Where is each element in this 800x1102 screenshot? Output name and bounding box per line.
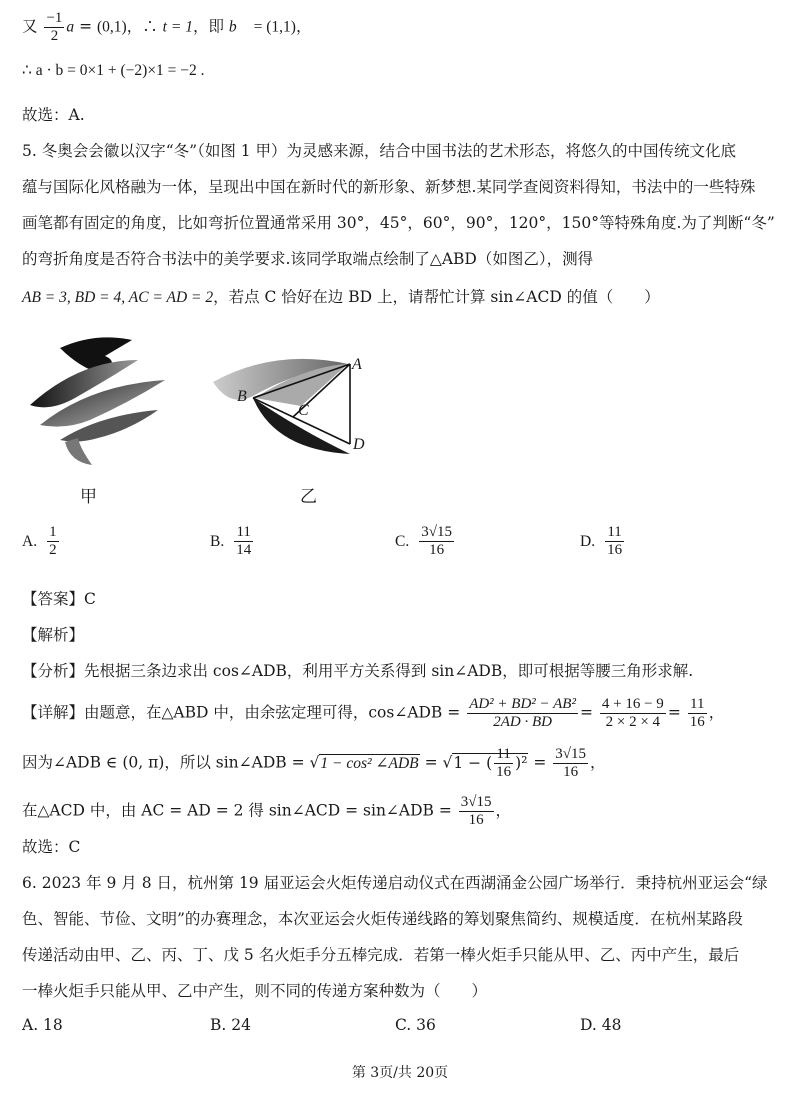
q5-text-1: 冬奥会会徽以汉字“冬”（如图 1 甲）为灵感来源，结合中国书法的艺术形态，将悠久的中国传统文化底 bbox=[41, 142, 737, 160]
q5-number: 5. bbox=[22, 142, 37, 160]
ie-text: ，即 bbox=[192, 17, 224, 36]
q6-option-d[interactable]: D. 48 bbox=[580, 1016, 622, 1034]
half-fraction: $\frac{-1}{2}$ bbox=[46, 10, 63, 44]
point-a-label: A bbox=[352, 356, 362, 373]
option-label: D. bbox=[580, 532, 596, 550]
q5-option-b[interactable] bbox=[210, 524, 255, 559]
option-fraction bbox=[47, 524, 59, 559]
q5-detail: 【详解】由题意，在△ABD 中，由余弦定理可得，cos∠ADB = $\frac{\text{AD² + BD² − AB²}}{2AD \cdot BD}$ = $\frac{4 + 16 - 9}{2 \times 2 \times 4}$ = $\frac{11}{16}$ ， bbox=[22, 696, 725, 730]
frac-den: 16 bbox=[563, 764, 579, 780]
q5-analysis-title: 【解析】 bbox=[22, 626, 85, 644]
option-label: C. bbox=[395, 532, 410, 550]
sqrt-pre: 1 − ( bbox=[453, 753, 493, 772]
sqrt-expression: 1 − cos² ∠ADB bbox=[320, 754, 419, 772]
q6-line-2: 色、智能、节俭、文明”的办赛理念，本次亚运会火炬传递线路的筹划聚焦简约、规模适度．在杭州某路段 bbox=[22, 910, 743, 928]
q6-line-4: 一棒火炬手只能从甲、乙中产生，则不同的传递方案种数为（ ） bbox=[22, 982, 488, 1000]
option-numerator: 1 bbox=[49, 524, 57, 540]
cosine-numeric-fraction bbox=[600, 696, 666, 731]
option-numerator: 3√15 bbox=[421, 524, 452, 540]
frac-den: 2 × 2 × 4 bbox=[605, 714, 661, 730]
option-denominator: 2 bbox=[49, 542, 57, 558]
option-numerator: 11 bbox=[605, 524, 624, 542]
because-text: 因为∠ADB ∈ (0, π)，所以 sin∠ADB = bbox=[22, 753, 305, 772]
q5-option-a[interactable] bbox=[22, 524, 61, 559]
q5-line-2: 蕴与国际化风格融为一体，呈现出中国在新时代的新形象、新梦想.某同学查阅资料得知，书法中的一些特殊 bbox=[22, 178, 756, 196]
vec-a: a bbox=[66, 18, 75, 36]
q5-line-1 bbox=[22, 140, 736, 162]
option-numerator: 11 bbox=[234, 524, 253, 542]
page-footer: 第 3页/共 20页 bbox=[351, 1065, 449, 1081]
option-fraction bbox=[419, 524, 454, 559]
option-denominator: 16 bbox=[607, 542, 623, 558]
caption-jia: 甲 bbox=[80, 487, 97, 507]
q5-line-4: 的弯折角度是否符合书法中的美学要求.该同学取端点绘制了△ABD（如图乙），测得 bbox=[22, 250, 594, 268]
equals-sign: = bbox=[424, 753, 438, 772]
option-fraction bbox=[605, 524, 624, 559]
stroke-tail bbox=[65, 438, 92, 465]
end-comma: ， bbox=[295, 17, 312, 36]
point-b-label: B bbox=[237, 388, 247, 405]
q6-option-a[interactable]: A. 18 bbox=[22, 1016, 63, 1034]
caption-yi: 乙 bbox=[300, 487, 317, 507]
q5-in-acd: 在△ACD 中，由 AC = AD = 2 得 sin∠ACD = sin∠ADB = $\frac{3√15}{16}$ ， bbox=[22, 794, 512, 828]
vec-b: b⃗ bbox=[228, 18, 249, 36]
q5-choice: 故选：C bbox=[22, 838, 81, 856]
final-fraction bbox=[459, 794, 494, 829]
figure-jia bbox=[20, 330, 170, 480]
q5-line-5 bbox=[22, 286, 660, 309]
prev-line-2: ∴ a · b = 0×1 + (−2)×1 = −2 . bbox=[22, 62, 205, 79]
frac-num: 11 bbox=[688, 696, 707, 714]
prev-line-1: 又 $\frac{-1}{2}$ a = (0,1)，∴ t = 1，即 b⃗ = (1,1)， bbox=[22, 10, 312, 44]
vector-value: (0,1) bbox=[97, 18, 127, 36]
therefore-text: ，∴ bbox=[126, 17, 158, 36]
option-denominator: 16 bbox=[429, 542, 445, 558]
q5-option-c[interactable] bbox=[395, 524, 456, 559]
option-denominator: 14 bbox=[236, 542, 252, 558]
q6-option-b[interactable]: B. 24 bbox=[210, 1016, 251, 1034]
t-value: t = 1 bbox=[162, 18, 193, 36]
detail-text: 【详解】由题意，在△ABD 中，由余弦定理可得，cos∠ADB = bbox=[22, 703, 461, 722]
q6-line-3: 传递活动由甲、乙、丙、丁、戊 5 名火炬手分五棒完成．若第一棒火炬手只能从甲、乙、丙中产生，最后 bbox=[22, 946, 740, 964]
frac-den: 16 bbox=[468, 812, 484, 828]
inner-fraction: $\frac{11}{16}$ bbox=[496, 746, 512, 780]
cosine-law-fraction bbox=[467, 696, 578, 731]
point-d-label: D bbox=[353, 436, 365, 453]
option-fraction bbox=[234, 524, 253, 559]
q5-line-3: 画笔都有固定的角度，比如弯折位置通常采用 30°，45°，60°，90°，120°，150°等特殊角度.为了判断“冬” bbox=[22, 214, 775, 232]
q5-fenxi: 【分析】先根据三条边求出 cos∠ADB，利用平方关系得到 sin∠ADB，即可根据等腰三角形求解. bbox=[22, 662, 694, 680]
frac-num: 3√15 bbox=[460, 794, 492, 810]
q5-given-lengths: AB = 3, BD = 4, AC = AD = 2 bbox=[22, 289, 214, 306]
sqrt-numeric bbox=[452, 746, 528, 780]
cosine-result-fraction bbox=[688, 696, 707, 731]
frac-num: 4 + 16 − 9 bbox=[601, 696, 664, 712]
option-label: A. bbox=[22, 532, 38, 550]
q5-option-d[interactable] bbox=[580, 524, 626, 559]
sin-result-fraction bbox=[553, 746, 588, 781]
frac-num: AD² + BD² − AB² bbox=[469, 696, 576, 712]
in-acd-text: 在△ACD 中，由 AC = AD = 2 得 sin∠ACD = sin∠ADB = bbox=[22, 801, 452, 820]
q6-option-c[interactable]: C. 36 bbox=[395, 1016, 436, 1034]
b-value: = (1,1) bbox=[253, 18, 296, 36]
prev-text: 又 bbox=[22, 17, 38, 36]
prev-choice: 故选：A. bbox=[22, 106, 85, 124]
q5-answer: 【答案】C bbox=[22, 590, 96, 608]
q5-because: 因为∠ADB ∈ (0, π)，所以 sin∠ADB = √1 − cos² ∠ADB = √1 − ( $\frac{11}{16}$ )² = $\frac{3√15}{16}$ ， bbox=[22, 746, 606, 780]
point-c-label: C bbox=[298, 402, 309, 419]
frac-num: 3√15 bbox=[555, 746, 586, 762]
frac-den: 16 bbox=[689, 714, 705, 730]
option-label: B. bbox=[210, 532, 225, 550]
sqrt-post: )² bbox=[515, 753, 528, 772]
frac-den: 2AD · BD bbox=[493, 714, 552, 730]
q5-question-text: ，若点 C 恰好在边 BD 上，请帮忙计算 sin∠ACD 的值（ ） bbox=[213, 288, 660, 306]
q6-line-1: 6. 2023 年 9 月 8 日，杭州第 19 届亚运会火炬传递启动仪式在西湖涌金公园广场举行．秉持杭州亚运会“绿 bbox=[22, 874, 768, 892]
